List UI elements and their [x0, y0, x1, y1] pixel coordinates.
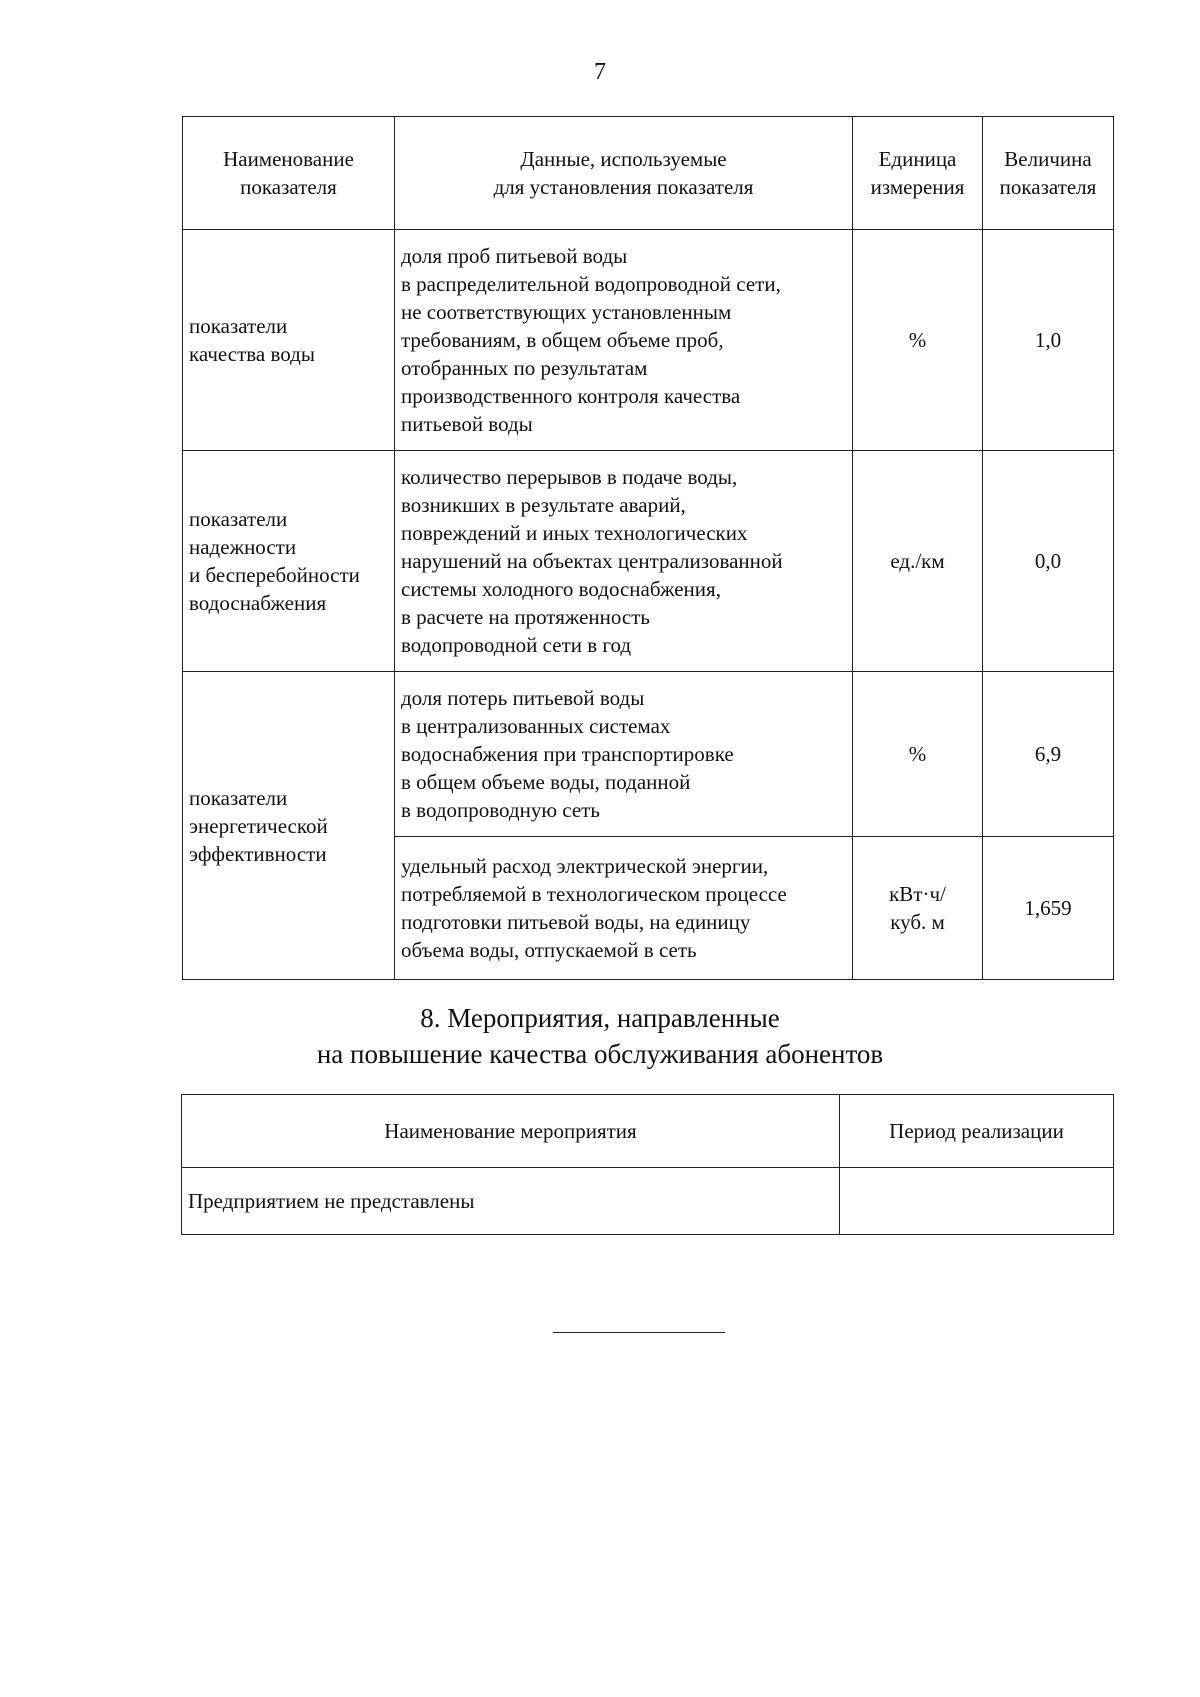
- header-value-line: Величина: [1004, 147, 1092, 171]
- indicator-data-line: доля потерь питьевой воды: [401, 686, 645, 710]
- indicator-name-line: качества воды: [189, 342, 315, 366]
- indicator-data-line: системы холодного водоснабжения,: [401, 577, 721, 601]
- indicator-data-line: не соответствующих установленным: [401, 300, 732, 324]
- indicator-name-line: эффективности: [189, 841, 327, 866]
- header-indicator-name: [183, 117, 395, 230]
- indicator-value-cell: 0,0: [983, 451, 1114, 672]
- table-row: [183, 672, 1114, 837]
- indicator-data-line: в общем объеме воды, поданной: [401, 770, 691, 794]
- indicators-table: [182, 116, 1114, 980]
- header-unit-line: Единица: [878, 147, 957, 171]
- indicator-data-line: возникших в результате аварий,: [401, 493, 686, 517]
- page-number: 7: [594, 59, 606, 85]
- section-heading-line: 8. Мероприятия, направленные: [420, 1003, 780, 1033]
- indicator-name-line: показатели: [189, 785, 288, 810]
- header-measure-name: Наименование мероприятия: [182, 1095, 840, 1168]
- indicator-data-line: питьевой воды: [401, 412, 533, 436]
- indicator-value-cell: 1,0: [983, 230, 1114, 451]
- indicators-header-row: [183, 117, 1114, 230]
- indicator-data-cell: [395, 672, 853, 837]
- indicator-data-line: в централизованных системах: [401, 714, 671, 738]
- table-row: [183, 451, 1114, 672]
- indicator-unit-line: кВт·ч/: [889, 882, 946, 906]
- indicator-unit-cell: ед./км: [853, 451, 983, 672]
- indicator-name-line: показатели: [189, 314, 288, 338]
- indicator-name-line: показатели: [189, 507, 288, 531]
- indicator-data-line: удельный расход электрической энергии,: [401, 854, 769, 878]
- table-row: [183, 230, 1114, 451]
- indicator-data-line: потребляемой в технологическом процессе: [401, 882, 787, 906]
- table-row: [182, 1168, 1114, 1235]
- header-period: Период реализации: [840, 1095, 1114, 1168]
- header-indicator-data: [395, 117, 853, 230]
- indicator-data-line: водоснабжения при транспортировке: [401, 742, 734, 766]
- indicator-data-line: количество перерывов в подаче воды,: [401, 465, 738, 489]
- indicator-data-cell: [395, 837, 853, 980]
- indicator-data-line: в распределительной водопроводной сети,: [401, 272, 781, 296]
- indicator-unit-line: куб. м: [890, 910, 945, 934]
- indicator-data-cell: [395, 230, 853, 451]
- indicator-data-cell: [395, 451, 853, 672]
- indicator-name-line: и бесперебойности: [189, 563, 360, 587]
- header-unit: [853, 117, 983, 230]
- indicator-unit-cell: %: [853, 672, 983, 837]
- indicator-unit-cell: [853, 837, 983, 980]
- indicator-data-line: требованиям, в общем объеме проб,: [401, 328, 724, 352]
- indicator-data-line: водопроводной сети в год: [401, 633, 632, 657]
- indicator-data-line: подготовки питьевой воды, на единицу: [401, 910, 751, 934]
- measure-period-cell: [840, 1168, 1114, 1235]
- indicator-data-line: производственного контроля качества: [401, 384, 741, 408]
- header-indicator-name-line: Наименование: [223, 147, 354, 171]
- measure-name-cell: Предприятием не представлены: [182, 1168, 840, 1235]
- header-unit-line: измерения: [870, 175, 965, 199]
- indicator-value-cell: 1,659: [983, 837, 1114, 980]
- indicator-data-line: нарушений на объектах централизованной: [401, 549, 783, 573]
- indicator-data-line: отобранных по результатам: [401, 356, 648, 380]
- end-rule: [553, 1332, 725, 1333]
- header-indicator-name-line: показателя: [240, 175, 337, 199]
- indicator-name-cell: [183, 230, 395, 451]
- measures-header-row: [182, 1095, 1114, 1168]
- header-value-line: показателя: [999, 175, 1097, 199]
- indicator-data-line: в расчете на протяженность: [401, 605, 650, 629]
- indicator-data-line: доля проб питьевой воды: [401, 244, 628, 268]
- indicator-data-line: повреждений и иных технологических: [401, 521, 748, 545]
- section-heading-line: на повышение качества обслуживания абонентов: [316, 1039, 884, 1069]
- section-heading: [0, 1000, 1200, 1072]
- indicator-name-cell: [183, 672, 395, 980]
- indicator-data-line: объема воды, отпускаемой в сеть: [401, 938, 697, 962]
- indicator-value-cell: 6,9: [983, 672, 1114, 837]
- header-value: [983, 117, 1114, 230]
- header-indicator-data-line: для установления показателя: [493, 175, 754, 199]
- header-indicator-data-line: Данные, используемые: [520, 147, 727, 171]
- measures-table: [181, 1094, 1114, 1235]
- indicator-name-cell: [183, 451, 395, 672]
- indicator-name-line: надежности: [189, 535, 297, 559]
- indicator-data-line: в водопроводную сеть: [401, 798, 600, 822]
- indicator-name-line: энергетической: [189, 813, 328, 838]
- indicator-unit-cell: %: [853, 230, 983, 451]
- indicator-name-line: водоснабжения: [189, 591, 327, 615]
